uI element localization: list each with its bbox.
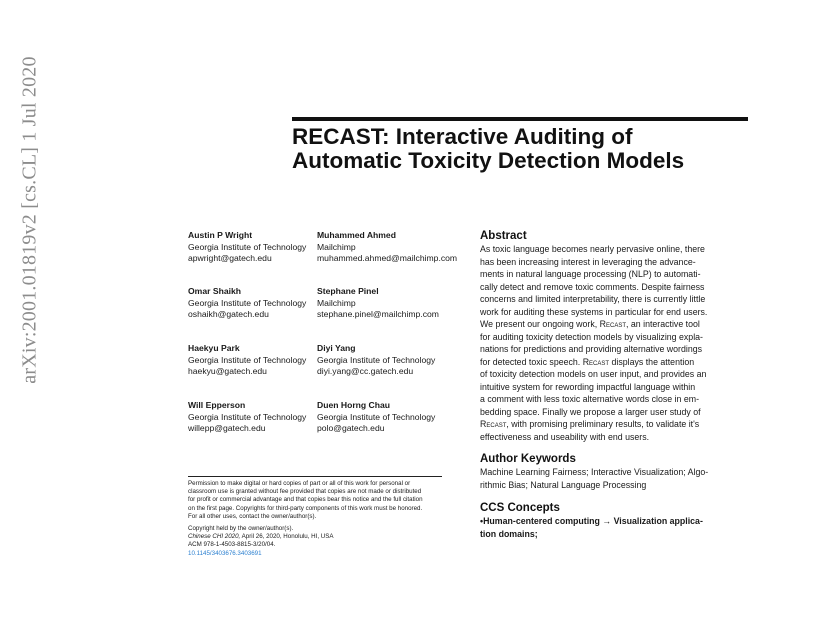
abstract-text: , an interactive tool (626, 319, 700, 329)
author-email: muhammed.ahmed@mailchimp.com (317, 253, 458, 264)
conference-details: April 26, 2020, Honolulu, HI, USA (240, 533, 334, 541)
author-name: Diyi Yang (317, 343, 356, 353)
author-block (317, 343, 435, 378)
ccs-line: tion domains; (480, 528, 538, 539)
author-block (188, 286, 306, 321)
arxiv-id-text: arXiv:2001.01819v2 [cs.CL] 1 Jul 2020 (18, 56, 41, 384)
footnote-line: for profit or commercial advantage and that copies bear this notice and the full citation (188, 496, 423, 504)
author-block (188, 230, 306, 265)
abstract-text: for detected toxic speech. (480, 356, 583, 367)
abstract-line (480, 318, 744, 331)
author-affiliation: Mailchimp (317, 297, 356, 308)
author-affiliation: Georgia Institute of Technology (188, 297, 307, 308)
author-affiliation: Georgia Institute of Technology (317, 411, 436, 422)
recast-name: Recast (582, 356, 610, 367)
abstract-line: intuitive system for rewording impactful language within (480, 381, 696, 392)
abstract-line: of toxicity detection models on user input, and provides an (480, 369, 707, 379)
author-affiliation: Georgia Institute of Technology (188, 354, 307, 365)
author-block (188, 400, 306, 435)
ccs-heading: CCS Concepts (480, 502, 560, 514)
doi-link[interactable]: 10.1145/3403676.3403691 (188, 549, 262, 557)
author-email: willepp@gatech.edu (188, 423, 266, 434)
conference-name: Chinese CHI 2020, (188, 533, 241, 541)
author-affiliation: Georgia Institute of Technology (317, 354, 436, 365)
recast-name: Recast (480, 419, 507, 429)
footnote-line: Permission to make digital or hard copies of part or all of this work for personal or (188, 480, 411, 487)
abstract-line: has been increasing interest in leveraging the advance- (480, 256, 696, 267)
abstract-text: , with promising preliminary results, to validate it's (506, 419, 700, 429)
footnote-line (188, 533, 448, 541)
abstract-text: displays the attention (609, 356, 695, 367)
author-email: polo@gatech.edu (317, 423, 385, 434)
abstract-section (480, 229, 744, 443)
author-email: stephane.pinel@mailchimp.com (317, 309, 439, 320)
keywords-line: rithmic Bias; Natural Language Processing (480, 479, 647, 490)
author-name: Stephane Pinel (317, 286, 379, 296)
abstract-line: nations for predictions and providing alternative wordings (480, 344, 703, 354)
abstract-line: work for auditing these systems in particular for end users. (480, 306, 708, 317)
abstract-heading: Abstract (480, 230, 527, 242)
author-name: Haekyu Park (188, 343, 240, 353)
author-affiliation: Mailchimp (317, 241, 356, 252)
paper-title (292, 125, 752, 173)
abstract-line: effectiveness and useability with end users. (480, 431, 650, 442)
footnote-line: Copyright held by the owner/author(s). (188, 525, 294, 533)
footnote-line: For all other uses, contact the owner/author(s). (188, 512, 317, 520)
abstract-line: a comment with less toxic alternative words close in em- (480, 394, 700, 404)
abstract-body (480, 243, 744, 443)
author-affiliation: Georgia Institute of Technology (188, 411, 307, 422)
author-name: Omar Shaikh (188, 286, 242, 296)
author-affiliation: Georgia Institute of Technology (188, 241, 307, 252)
arxiv-identifier-stamp (10, 40, 50, 400)
abstract-line (480, 356, 744, 369)
author-block (317, 400, 435, 435)
author-email: haekyu@gatech.edu (188, 366, 267, 377)
author-name: Muhammed Ahmed (317, 230, 396, 240)
recast-name: Recast (599, 319, 626, 329)
keywords-body (480, 466, 744, 491)
author-email: oshaikh@gatech.edu (188, 309, 269, 320)
title-line-1: RECAST: Interactive Auditing of (292, 124, 633, 149)
author-block (317, 230, 457, 265)
abstract-line: concerns and limited interpretability, there is currently little (480, 294, 706, 304)
keywords-line: Machine Learning Fairness; Interactive Visualization; Algo- (480, 467, 709, 477)
title-line-2: Automatic Toxicity Detection Models (292, 148, 685, 173)
author-name: Will Epperson (188, 400, 246, 410)
abstract-line: cally detect and remove toxic comments. Despite fairness (480, 281, 705, 292)
author-block (188, 343, 306, 378)
ccs-body (480, 515, 744, 540)
keywords-heading: Author Keywords (480, 453, 576, 465)
footnote-line: classroom use is granted without fee provided that copies are not made or distributed (188, 488, 422, 496)
abstract-line: for auditing toxicity detection models by visualizing expla- (480, 331, 703, 342)
abstract-text: We present our ongoing work, (480, 319, 600, 329)
footnote-line: on the first page. Copyrights for third-party components of this work must be honored. (188, 504, 423, 512)
ccs-line: •Human-centered computing → Visualization applica- (480, 516, 703, 526)
title-rule (292, 117, 748, 121)
author-block (317, 286, 439, 321)
abstract-line: As toxic language becomes nearly pervasive online, there (480, 244, 705, 254)
footnote-rule (188, 476, 442, 477)
author-name: Duen Horng Chau (317, 400, 391, 410)
author-email: diyi.yang@cc.gatech.edu (317, 366, 414, 377)
author-name: Austin P Wright (188, 230, 253, 240)
abstract-line: bedding space. Finally we propose a larger user study of (480, 406, 701, 417)
abstract-line: ments in natural language processing (NLP) to automati- (480, 269, 701, 279)
footnote-line: ACM 978-1-4503-8815-3/20/04. (188, 541, 276, 549)
keywords-section (480, 452, 744, 491)
ccs-section (480, 501, 744, 540)
abstract-line (480, 418, 744, 431)
author-email: apwright@gatech.edu (188, 253, 272, 264)
copyright-footnote (188, 480, 448, 558)
